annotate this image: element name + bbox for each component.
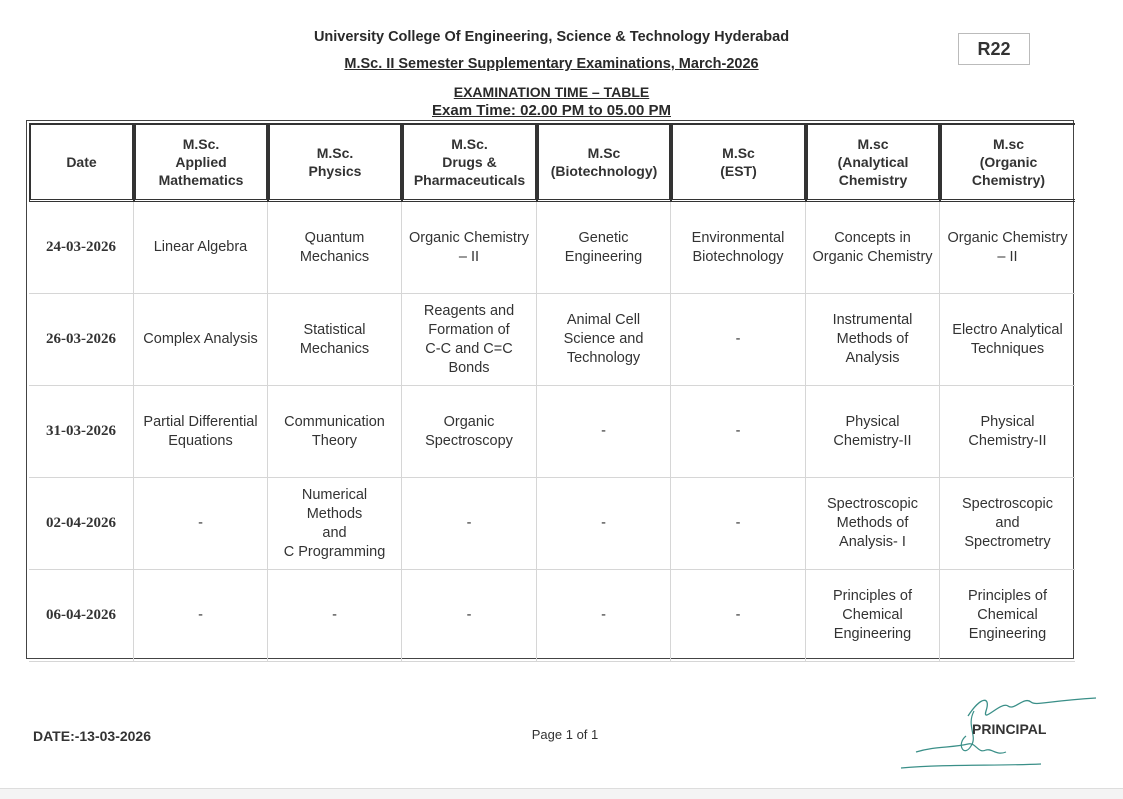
subject-cell: -: [134, 478, 268, 570]
exam-title: M.Sc. II Semester Supplementary Examinations, March-2026: [344, 56, 759, 72]
subject-cell: Linear Algebra: [134, 202, 268, 294]
subject-cell: Quantum Mechanics: [268, 202, 402, 294]
subject-cell: -: [134, 570, 268, 662]
column-header: M.sc (Organic Chemistry): [940, 123, 1075, 202]
column-header: M.Sc (Biotechnology): [537, 123, 671, 202]
table-row: [29, 202, 1075, 294]
column-header: M.sc (Analytical Chemistry: [806, 123, 940, 202]
timetable-title: EXAMINATION TIME – TABLE: [453, 84, 650, 100]
subject-cell: -: [402, 478, 537, 570]
timetable: [26, 120, 1074, 659]
subject-cell: -: [537, 386, 671, 478]
subject-cell: Animal Cell Science and Technology: [537, 294, 671, 386]
exam-date: 31-03-2026: [29, 386, 134, 478]
subject-cell: -: [402, 570, 537, 662]
subject-cell: Principles of Chemical Engineering: [940, 570, 1075, 662]
subject-cell: Spectroscopic Methods of Analysis- I: [806, 478, 940, 570]
exam-date: 06-04-2026: [29, 570, 134, 662]
exam-time: Exam Time: 02.00 PM to 05.00 PM: [432, 102, 671, 119]
subject-cell: -: [671, 478, 806, 570]
subject-cell: Genetic Engineering: [537, 202, 671, 294]
table-row: [29, 386, 1075, 478]
subject-cell: Physical Chemistry-II: [940, 386, 1075, 478]
column-header: M.Sc. Physics: [268, 123, 402, 202]
exam-date: 02-04-2026: [29, 478, 134, 570]
subject-cell: Principles of Chemical Engineering: [806, 570, 940, 662]
subject-cell: Physical Chemistry-II: [806, 386, 940, 478]
regulation-badge: R22: [958, 33, 1030, 65]
timetable-table: [29, 123, 1075, 662]
institution-name: University College Of Engineering, Science & Technology Hyderabad: [313, 29, 790, 45]
exam-date: 26-03-2026: [29, 294, 134, 386]
subject-cell: Organic Chemistry – II: [940, 202, 1075, 294]
exam-date: 24-03-2026: [29, 202, 134, 294]
subject-cell: Electro Analytical Techniques: [940, 294, 1075, 386]
column-header: Date: [29, 123, 134, 202]
subject-cell: Complex Analysis: [134, 294, 268, 386]
subject-cell: Reagents and Formation of C-C and C=C Bonds: [402, 294, 537, 386]
subject-cell: -: [268, 570, 402, 662]
issue-date: DATE:-13-03-2026: [33, 728, 152, 744]
page-number: Page 1 of 1: [531, 727, 599, 742]
page-edge: [0, 788, 1123, 799]
subject-cell: Environmental Biotechnology: [671, 202, 806, 294]
column-header: M.Sc. Drugs & Pharmaceuticals: [402, 123, 537, 202]
subject-cell: -: [671, 570, 806, 662]
subject-cell: Statistical Mechanics: [268, 294, 402, 386]
column-header: M.Sc (EST): [671, 123, 806, 202]
subject-cell: -: [671, 294, 806, 386]
subject-cell: Numerical Methods and C Programming: [268, 478, 402, 570]
subject-cell: Concepts in Organic Chemistry: [806, 202, 940, 294]
table-row: [29, 478, 1075, 570]
header-row: [29, 123, 1075, 202]
subject-cell: -: [671, 386, 806, 478]
table-row: [29, 570, 1075, 662]
subject-cell: Instrumental Methods of Analysis: [806, 294, 940, 386]
principal-signatory: PRINCIPAL: [972, 721, 1047, 737]
subject-cell: Partial Differential Equations: [134, 386, 268, 478]
subject-cell: Communication Theory: [268, 386, 402, 478]
subject-cell: -: [537, 570, 671, 662]
subject-cell: Organic Spectroscopy: [402, 386, 537, 478]
subject-cell: Organic Chemistry – II: [402, 202, 537, 294]
column-header: M.Sc. Applied Mathematics: [134, 123, 268, 202]
subject-cell: -: [537, 478, 671, 570]
subject-cell: Spectroscopic and Spectrometry: [940, 478, 1075, 570]
table-row: [29, 294, 1075, 386]
